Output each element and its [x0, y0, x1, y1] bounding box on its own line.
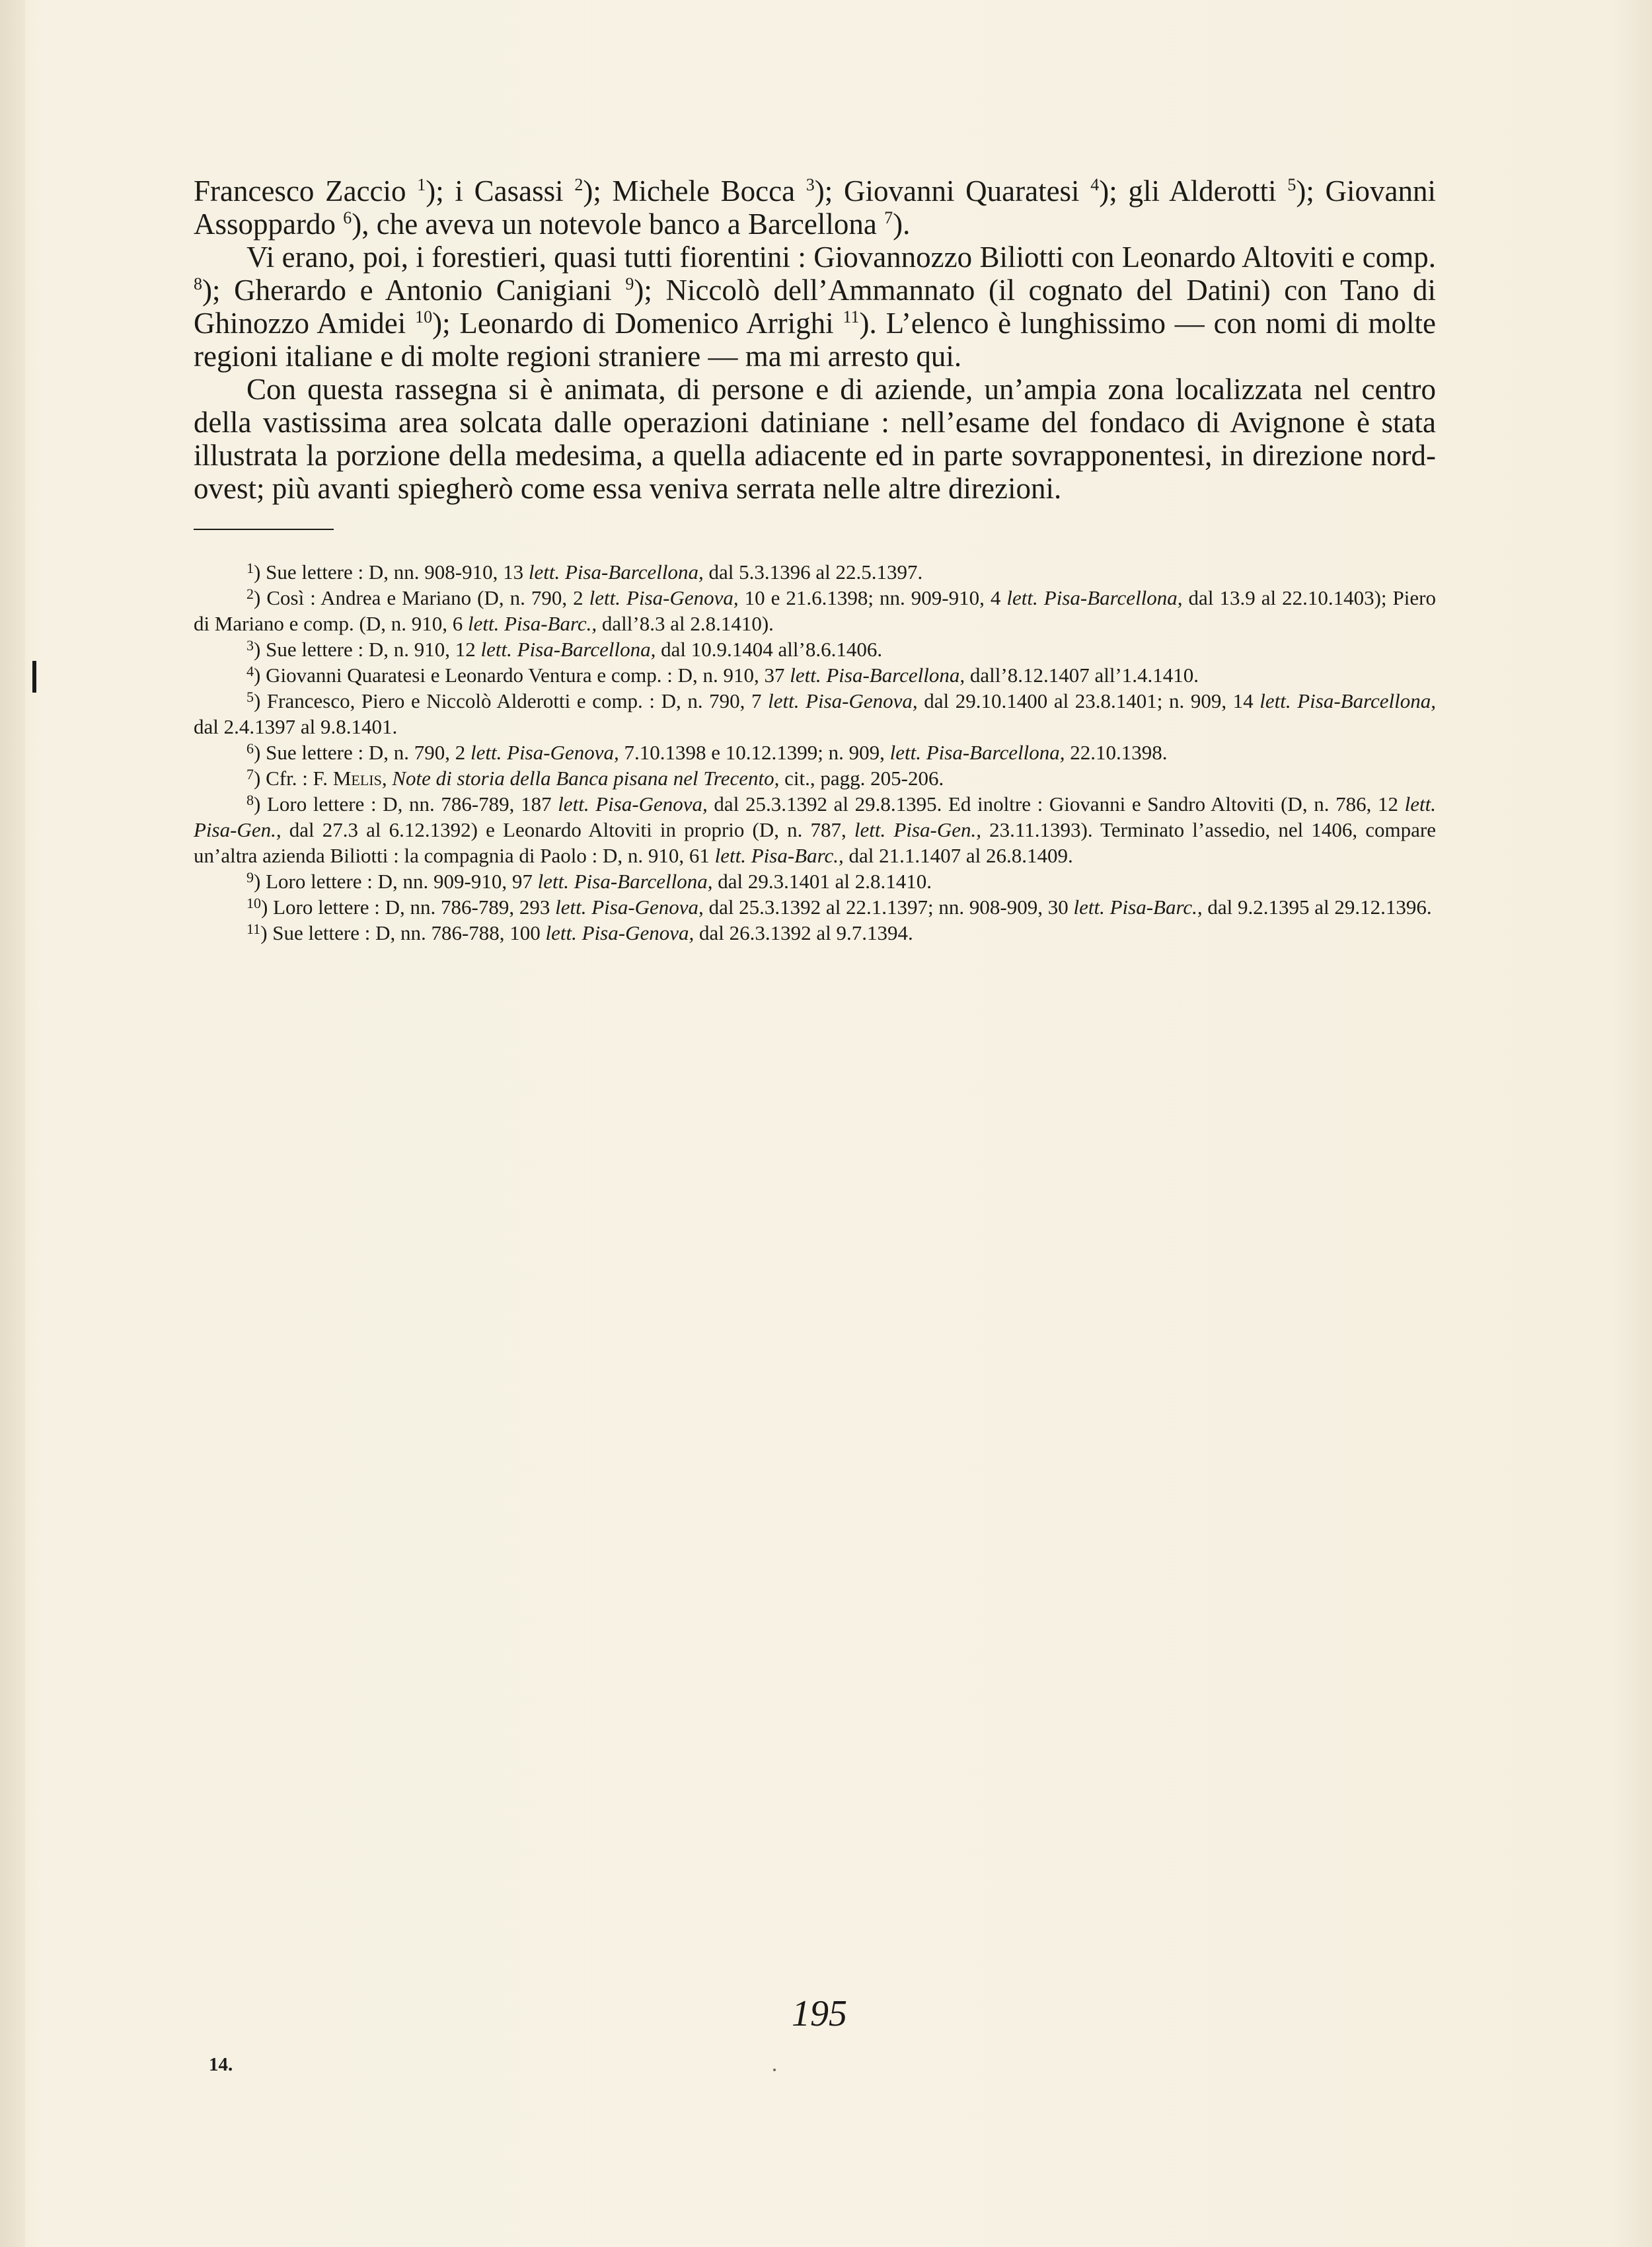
text-run: Francesco, Piero e Niccolò Alderotti e comp. : D, n. 790, 7 — [266, 689, 769, 712]
text-run: 23.11.1393). Terminato l’assedio, nel 1406, compare un’altra azienda Biliotti : la compagnia di Paolo : D, n. 910, 61 — [194, 818, 1436, 867]
text-run: dal 29.10.1400 al 23.8.1401; n. 909, 14 — [917, 689, 1260, 712]
text-run: ); Michele Bocca — [583, 174, 806, 208]
footnote-2: $^2$) Così : Andrea e Mariano (D, n. 790, 2 lett. Pisa-Genova, 10 e 21.6.1398; nn. 909-910, 4 lett. Pisa-Barcellona, dal 13.9 al 22.10.1403); Piero di Mariano e comp. (D, n. 910, 6 lett. Pisa-Barc., dall’8.3 al 2.8.1410). — [194, 586, 1436, 635]
italic-run: lett. Pisa-Barc., — [467, 612, 597, 635]
footnote-label: 10 — [246, 895, 261, 911]
text-run: dall’8.3 al 2.8.1410). — [597, 612, 774, 635]
italic-run: lett. Pisa-Barcellona, — [528, 560, 704, 584]
footnote-ref: 10 — [415, 307, 433, 326]
footnote-1: $^1$) Sue lettere : D, nn. 908-910, 13 lett. Pisa-Barcellona, dal 5.3.1396 al 22.5.1397. — [246, 560, 923, 584]
margin-mark — [32, 661, 36, 693]
text-run: Loro lettere : D, nn. 786-789, 293 — [273, 895, 556, 919]
italic-run: lett. Pisa-Barcellona, — [889, 741, 1065, 764]
text-run: Vi erano, poi, i forestieri, quasi tutti fiorentini : Giovannozzo Biliotti con Leonardo Altoviti e comp. — [246, 241, 1436, 274]
ink-speck — [773, 2069, 776, 2071]
text-run: ); Leonardo di Domenico Arrighi — [432, 307, 843, 340]
text-run: 10 e 21.6.1398; nn. 909-910, 4 — [738, 586, 1007, 609]
text-run: dal 13.9 al 22.10.1403); Piero di Mariano e comp. (D, n. 910, 6 — [194, 586, 1436, 635]
text-run: ). — [893, 208, 911, 241]
italic-run: lett. Pisa-Barcellona, — [790, 664, 965, 687]
text-run: ); Niccolò dell’Ammannato (il cognato del Datini) con Tano di Ghinozzo Amidei — [194, 274, 1436, 340]
italic-run: lett. Pisa-Barcellona, — [537, 870, 713, 893]
footnote-ref: 7 — [884, 208, 893, 227]
text-run: Cfr. : F. — [266, 767, 333, 790]
author-name: Melis — [332, 767, 382, 790]
footnote-label: 2 — [246, 586, 254, 602]
footnote-ref: 6 — [343, 208, 352, 227]
text-run: dal 27.3 al 6.12.1392) e Leonardo Altoviti in proprio (D, n. 787, — [281, 818, 854, 841]
footnote-label: 5 — [246, 689, 254, 705]
footnote-7: $^7$) Cfr. : F. Melis, Note di storia della Banca pisana nel Trecento, cit., pagg. 205-206. — [246, 766, 944, 790]
italic-run: lett. Pisa-Gen., — [854, 818, 981, 841]
footnote-4: $^4$) Giovanni Quaratesi e Leonardo Ventura e comp. : D, n. 910, 37 lett. Pisa-Barcellona, dall’8.12.1407 all’1.4.1410. — [246, 663, 1199, 687]
footnote-separator — [194, 529, 334, 530]
italic-run: lett. Pisa-Genova, — [470, 741, 619, 764]
text-run: 7.10.1398 e 10.12.1399; n. 909, — [619, 741, 890, 764]
paragraph-1 — [194, 174, 1436, 241]
text-run: dal 25.3.1392 al 29.8.1395. Ed inoltre : Giovanni e Sandro Altoviti (D, n. 786, 12 — [707, 792, 1405, 816]
footnote-ref: 2 — [574, 175, 583, 194]
text-run: Loro lettere : D, nn. 786-789, 187 — [266, 792, 558, 816]
text-run: dal 5.3.1396 al 22.5.1397. — [703, 560, 923, 584]
text-run: Sue lettere : D, nn. 908-910, 13 — [266, 560, 529, 584]
footnote-9: $^9$) Loro lettere : D, nn. 909-910, 97 lett. Pisa-Barcellona, dal 29.3.1401 al 2.8.1410. — [246, 869, 932, 893]
footnotes — [194, 559, 1436, 946]
text-run: ). L’elenco è lunghissimo — con nomi di molte regioni italiane e di molte regioni straniere — ma mi arresto qui. — [194, 307, 1436, 373]
text-run: ); Giovanni Assoppardo — [194, 174, 1437, 241]
text-run: dall’8.12.1407 all’1.4.1410. — [965, 664, 1199, 687]
text-run: dal 29.3.1401 al 2.8.1410. — [712, 870, 932, 893]
footnote-ref: 5 — [1287, 175, 1296, 194]
text-run: Francesco Zaccio — [194, 174, 418, 208]
italic-run: lett. Pisa-Genova, — [589, 586, 739, 609]
italic-run: lett. Pisa-Gen., — [194, 792, 1436, 841]
footnote-label: 7 — [246, 766, 254, 782]
italic-run: lett. Pisa-Genova, — [545, 921, 695, 944]
text-run: ), che aveva un notevole banco a Barcellona — [352, 208, 885, 241]
text-run: dal 2.4.1397 al 9.8.1401. — [194, 715, 398, 738]
footnote-label: 11 — [246, 921, 261, 937]
footnote-ref: 1 — [417, 175, 426, 194]
page-number: 195 — [792, 1993, 847, 2034]
italic-run: Note di storia della Banca pisana nel Trecento, — [392, 767, 780, 790]
footnote-ref: 8 — [194, 274, 202, 293]
footnote-ref: 3 — [806, 175, 815, 194]
italic-run: lett. Pisa-Genova, — [558, 792, 708, 816]
text-run: Sue lettere : D, n. 790, 2 — [266, 741, 471, 764]
text-run: ); gli Alderotti — [1099, 174, 1288, 208]
text-run: Loro lettere : D, nn. 909-910, 97 — [266, 870, 538, 893]
text-run: dal 25.3.1392 al 22.1.1397; nn. 908-909, 30 — [703, 895, 1074, 919]
footnote-label: 9 — [246, 869, 254, 886]
text-run: dal 26.3.1392 al 9.7.1394. — [694, 921, 913, 944]
footnote-3: $^3$) Sue lettere : D, n. 910, 12 lett. Pisa-Barcellona, dal 10.9.1404 all’8.6.1406. — [246, 637, 883, 661]
paragraph-2 — [194, 241, 1436, 373]
footnote-ref: 11 — [843, 307, 860, 326]
italic-run: lett. Pisa-Barc., — [714, 844, 844, 867]
footnote-11: $^{11}$) Sue lettere : D, nn. 786-788, 100 lett. Pisa-Genova, dal 26.3.1392 al 9.7.1394. — [246, 921, 913, 944]
text-run: 22.10.1398. — [1065, 741, 1168, 764]
italic-run: lett. Pisa-Barcellona, — [480, 638, 656, 661]
italic-run: lett. Pisa-Barcellona, — [1006, 586, 1183, 609]
footnote-5: $^5$) Francesco, Piero e Niccolò Alderotti e comp. : D, n. 790, 7 lett. Pisa-Genova, dal 29.10.1400 al 23.8.1401; n. 909, 14 lett. Pisa-Barcellona, dal 2.4.1397 al 9.8.1401. — [194, 689, 1437, 738]
signature-mark: 14. — [209, 2054, 233, 2075]
footnote-ref: 4 — [1090, 175, 1100, 194]
text-run: Così : Andrea e Mariano (D, n. 790, 2 — [266, 586, 589, 609]
text-run: Sue lettere : D, nn. 786-788, 100 — [272, 921, 546, 944]
text-run: Sue lettere : D, n. 910, 12 — [266, 638, 481, 661]
text-run: Giovanni Quaratesi e Leonardo Ventura e comp. : D, n. 910, 37 — [266, 664, 790, 687]
footnote-label: 1 — [246, 560, 254, 576]
text-run: ); Gherardo e Antonio Canigiani — [202, 274, 626, 307]
footnote-label: 8 — [246, 792, 254, 808]
footnote-10: $^{10}$) Loro lettere : D, nn. 786-789, 293 lett. Pisa-Genova, dal 25.3.1392 al 22.1.1397; nn. 908-909, 30 lett. Pisa-Barc., dal 9.2.1395 al 29.12.1396. — [246, 895, 1432, 919]
footnote-label: 3 — [246, 637, 254, 654]
text-run: ); Giovanni Quaratesi — [814, 174, 1091, 208]
paragraph-3: Con questa rassegna si è animata, di persone e di aziende, un’ampia zona localizzata nel centro della vastissima area solcata dalle operazioni datiniane : nell’esame del fondaco di Avignone è stata illustrata la porzione della medesima, a quella adiacente ed in parte sovrapponentesi, in direzione nord-ovest; più avanti spiegherò come essa veniva serrata nelle altre direzioni. — [194, 373, 1436, 505]
italic-run: lett. Pisa-Barcellona, — [1259, 689, 1437, 712]
footnote-6: $^6$) Sue lettere : D, n. 790, 2 lett. Pisa-Genova, 7.10.1398 e 10.12.1399; n. 909, lett. Pisa-Barcellona, 22.10.1398. — [246, 740, 1168, 764]
italic-run: lett. Pisa-Genova, — [768, 689, 918, 712]
footnote-ref: 9 — [625, 274, 634, 293]
italic-run: lett. Pisa-Genova, — [555, 895, 704, 919]
text-run: dal 10.9.1404 all’8.6.1406. — [656, 638, 883, 661]
body-text — [194, 174, 1436, 505]
footnote-label: 6 — [246, 740, 254, 757]
footnote-8: $^8$) Loro lettere : D, nn. 786-789, 187 lett. Pisa-Genova, dal 25.3.1392 al 29.8.1395. Ed inoltre : Giovanni e Sandro Altoviti (D, n. 786, 12 lett. Pisa-Gen., dal 27.3 al 6.12.1392) e Leonardo Altoviti in proprio (D, n. 787, lett. Pisa-Gen., 23.11.1393). Terminato l’assedio, nel 1406, compare un’altra azienda Biliotti : la compagnia di Paolo : D, n. 910, 61 lett. Pisa-Barc., dal 21.1.1407 al 26.8.1409. — [194, 792, 1436, 867]
text-run: dal 21.1.1407 al 26.8.1409. — [843, 844, 1073, 867]
text-run: dal 9.2.1395 al 29.12.1396. — [1202, 895, 1432, 919]
footnote-label: 4 — [246, 663, 254, 679]
text-run: , — [381, 767, 393, 790]
text-run: ); i Casassi — [426, 174, 575, 208]
italic-run: lett. Pisa-Barc., — [1073, 895, 1203, 919]
page-left-edge — [0, 0, 25, 2247]
text-run: cit., pagg. 205-206. — [779, 767, 944, 790]
